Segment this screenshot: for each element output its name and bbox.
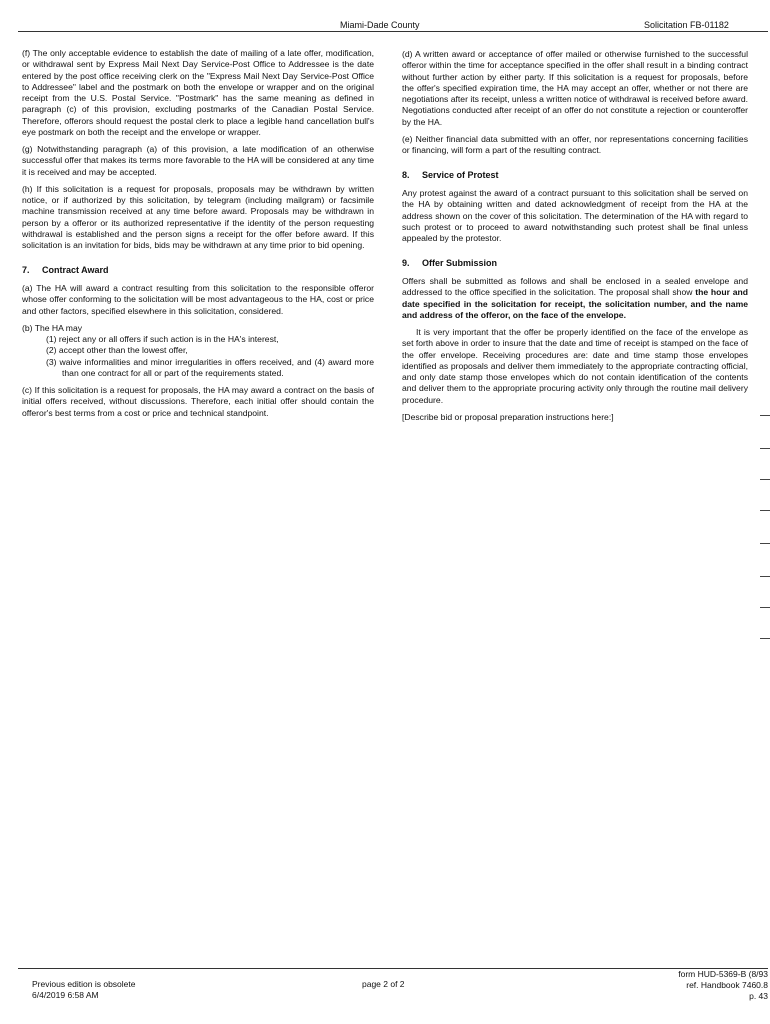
footer-handbook-ref: ref. Handbook 7460.8 <box>686 980 768 991</box>
margin-mark <box>760 479 770 480</box>
header-county: Miami-Dade County <box>340 20 420 30</box>
header-rule <box>18 31 768 32</box>
margin-mark <box>760 576 770 577</box>
margin-mark <box>760 510 770 511</box>
section-7-number: 7. <box>22 265 30 276</box>
footer-right <box>640 969 768 1002</box>
section-7-paragraph-b <box>22 323 374 379</box>
footer-left <box>32 979 135 1001</box>
section-8-number: 8. <box>402 170 410 181</box>
section-8-title: Service of Protest <box>422 170 499 181</box>
section-8-text: Any protest against the award of a contract pursuant to this solicitation shall be served on the HA by obtaining written and dated acknowledgment of receipt from the HA at the address shown on the cover of this solicitation. The determination of the HA with regard to such protest or to proceed to award notwithstanding such protest shall be final unless appealed by the protestor. <box>402 188 748 244</box>
margin-mark <box>760 638 770 639</box>
section-9-number: 9. <box>402 258 410 269</box>
margin-mark <box>760 415 770 416</box>
section-9-intro-paragraph <box>402 276 748 321</box>
paragraph-h: (h) If this solicitation is a request for proposals, proposals may be withdrawn by written notice, or if authorized by this solicitation, by telegram (including mailgram) or facsimile machine transmission received at any time before award. Proposals may be withdrawn in person by a offeror or its authorized representative if the identity of the person requesting withdrawal is established and the person signs a receipt for the offer before award. If this solicitation is an invitation for bids, bids may be withdrawn at any time prior to bid opening. <box>22 183 374 250</box>
section-8-heading <box>402 170 748 182</box>
footer-page-ref: p. 43 <box>749 991 768 1002</box>
footer-form-id: form HUD-5369-B (8/93 <box>678 969 768 979</box>
paragraph-g: (g) Notwithstanding paragraph (a) of this provision, a late modification of an otherwise successful offer that makes its terms more favorable to the HA will be considered at any time it is received and may be accepted. <box>22 144 374 177</box>
right-column <box>402 49 748 429</box>
paragraph-f: (f) The only acceptable evidence to establish the date of mailing of a late offer, modification, or withdrawal sent by Express Mail Next Day Service-Post Office to Addressee is the date entered by the post office receiving clerk on the "Express Mail Next Day Service-Post Office to Addressee" label and the postmark on both the envelope or wrapper and on the original receipt from the U.S. Postal Service. "Postmark" has the same meaning as defined in paragraph (c) of this provision, excluding postmarks of the Canadian Postal Service. Therefore, offerors should request the postal clerk to place a legible hand cancellation bull's eye postmark on both the receipt and the envelope or wrapper. <box>22 48 374 137</box>
margin-mark <box>760 448 770 449</box>
margin-mark <box>760 543 770 544</box>
section-7-paragraph-c: (c) If this solicitation is a request for proposals, the HA may award a contract on the basis of initial offers received, without discussions. Therefore, each initial offer should contain the offeror's best terms from a cost or price and technical standpoint. <box>22 385 374 418</box>
section-7-heading <box>22 265 374 277</box>
section-7-title: Contract Award <box>42 265 109 276</box>
section-7-paragraph-a: (a) The HA will award a contract resulting from this solicitation to the responsible offeror whose offer conforming to the solicitation will be most advantageous to the HA, cost or price and other factors, specified elsewhere in this solicitation, considered. <box>22 283 374 316</box>
paragraph-e: (e) Neither financial data submitted with an offer, nor representations concerning facilities or financing, will form a part of the resulting contract. <box>402 133 748 155</box>
section-9-title: Offer Submission <box>422 258 498 269</box>
margin-mark <box>760 607 770 608</box>
section-7-b-intro: (b) The HA may <box>22 322 83 333</box>
header-solicitation-number: Solicitation FB-01182 <box>644 20 729 30</box>
footer-page-number: page 2 of 2 <box>362 979 405 989</box>
footer-datetime: 6/4/2019 6:58 AM <box>32 990 99 1001</box>
section-7-b-item: (3) waive informalities and minor irregularities in offers received, and (4) award more than one contract for all or part of the requirements stated. <box>46 356 374 378</box>
section-9-bold-requirement: the hour and date specified in the solicitation for receipt, the solicitation number, and the name and address of the offeror, on the face of the envelope. <box>402 287 748 320</box>
footer-obsolete-note: Previous edition is obsolete <box>32 979 136 989</box>
left-column <box>22 48 374 425</box>
section-9-instructions-placeholder: [Describe bid or proposal preparation instructions here:] <box>402 411 614 422</box>
section-7-b-item: (2) accept other than the lowest offer, <box>46 345 188 356</box>
section-9-receiving-procedures: It is very important that the offer be properly identified on the face of the envelope as set forth above in order to insure that the date and time of receipt is stamped on the face of the offer envelope. Receiving procedures are: date and time stamp those envelopes identified as proposals and deliver them immediately to the appropriate contracting official, and only date stamp those envelopes which do not contain identification of the contents and deliver them to the appropriate procuring activity only through the routine mail delivery procedure. <box>402 327 748 405</box>
section-7-b-item: (1) reject any or all offers if such action is in the HA's interest, <box>46 334 279 345</box>
section-9-heading <box>402 258 748 270</box>
section-9-intro: Offers shall be submitted as follows and shall be enclosed in a sealed envelope and addressed to the office specified in the solicitation. The proposal shall show <box>402 276 748 298</box>
paragraph-d: (d) A written award or acceptance of offer mailed or otherwise furnished to the successful offeror within the time for acceptance specified in the offer shall result in a binding contract without further action by either party. If this solicitation is a request for proposals, before the offer's specified expiration time, the HA may accept an offer, whether or not there are negotiations after its receipt, unless a written notice of withdrawal is received before award. Negotiations conducted after receipt of an offer do not constitute a rejection or counteroffer by the HA. <box>402 49 748 127</box>
